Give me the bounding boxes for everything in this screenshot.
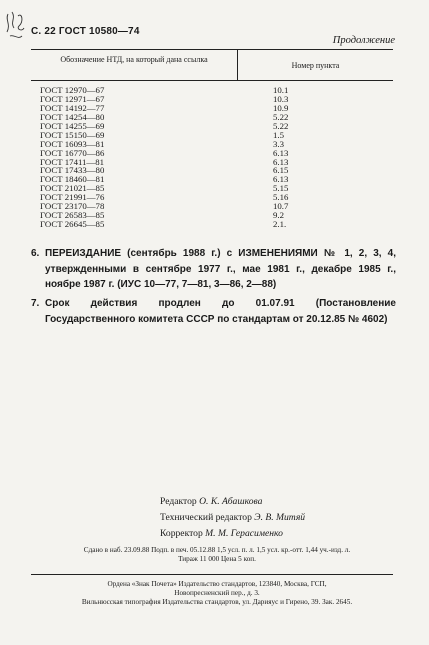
handwritten-annotation <box>2 6 32 46</box>
table-top-rule <box>31 49 393 50</box>
credit-role: Корректор <box>160 528 203 539</box>
credit-editor <box>160 494 305 510</box>
standard-cell: ГОСТ 15150—69 <box>40 129 105 140</box>
table-header-rule <box>31 80 393 81</box>
publisher-details <box>31 580 403 607</box>
credit-name: О. К. Абашкова <box>199 496 263 507</box>
standard-cell: ГОСТ 14192—77 <box>40 102 105 113</box>
column-header-clause: Номер пункта <box>291 61 340 70</box>
section-reissue <box>31 246 396 293</box>
print-line: Сдано в наб. 23.09.88 Подп. в печ. 05.12.88 1,5 усл. п. л. 1,5 усл. кр.-отт. 1,44 уч.-изд. л. <box>83 546 351 554</box>
credit-tech-editor <box>160 510 305 526</box>
clause-cell: 6.15 <box>273 165 289 176</box>
standard-cell: ГОСТ 21021—85 <box>40 183 105 194</box>
credit-proofreader <box>160 526 305 542</box>
section-number: 6. <box>31 248 40 259</box>
credit-role: Редактор <box>160 496 197 507</box>
print-details <box>31 546 403 564</box>
credit-name: Э. В. Митяй <box>254 512 306 523</box>
standard-cell: ГОСТ 26583—85 <box>40 210 105 221</box>
standard-cell: ГОСТ 21991—76 <box>40 192 105 203</box>
section-validity <box>31 296 396 327</box>
standard-cell: ГОСТ 23170—78 <box>40 201 105 212</box>
standard-cell: ГОСТ 26645—85 <box>40 219 105 230</box>
clause-cell: 6.13 <box>273 156 289 167</box>
clause-cell: 9.2 <box>273 210 284 221</box>
page-reference: С. 22 ГОСТ 10580—74 <box>31 26 140 37</box>
clause-cell: 5.22 <box>273 120 289 131</box>
column-header-standard: Обозначение НТД, на который дана ссылка <box>60 55 208 64</box>
credit-role: Технический редактор <box>160 512 252 523</box>
print-line: Тираж 11 000 Цена 5 коп. <box>178 555 256 563</box>
standard-cell: ГОСТ 16093—81 <box>40 138 105 149</box>
clause-cell: 10.1 <box>273 85 289 95</box>
continuation-label: Продолжение <box>332 35 395 46</box>
clause-cell: 6.13 <box>273 174 289 185</box>
clause-cell: 10.7 <box>273 201 289 212</box>
standard-cell: ГОСТ 18460—81 <box>40 174 105 185</box>
clause-cell: 1.5 <box>273 129 284 140</box>
clause-cell: 10.9 <box>273 102 289 113</box>
section-text: Срок действия продлен до 01.07.91 (Постановление Государственного комитета СССР по стандартам от 20.12.85 № 4602) <box>45 298 396 325</box>
standard-cell: ГОСТ 14254—80 <box>40 111 105 122</box>
credit-name: М. М. Герасименко <box>205 528 283 539</box>
printer-line: Вильнюсская типография Издательства стандартов, ул. Дарияус и Гирено, 39. Зак. 2645. <box>81 598 353 606</box>
standard-cell: ГОСТ 16770—86 <box>40 147 105 158</box>
section-number: 7. <box>31 298 40 309</box>
clause-cell: 5.15 <box>273 183 289 194</box>
imprint-divider <box>31 574 393 575</box>
standard-cell: ГОСТ 12971—67 <box>40 93 105 104</box>
publisher-line: Ордена «Знак Почета» Издательство стандартов, 123840, Москва, ГСП, <box>107 580 327 588</box>
standard-cell: ГОСТ 14255—69 <box>40 120 105 131</box>
clause-cell: 2.1. <box>273 219 287 230</box>
clause-cell: 10.3 <box>273 93 289 104</box>
clause-cell: 6.13 <box>273 147 289 158</box>
standard-cell: ГОСТ 17411—81 <box>40 156 105 167</box>
section-text: ПЕРЕИЗДАНИЕ (сентябрь 1988 г.) с ИЗМЕНЕНИЯМИ № 1, 2, 3, 4, утвержденными в сентябре 1977 г., мае 1981 г., декабре 1985 г., ноябре 1987 г. (ИУС 10—77, 7—81, 3—86, 2—88) <box>45 248 396 290</box>
standard-cell: ГОСТ 12970—67 <box>40 85 105 95</box>
clause-cell: 3.3 <box>273 138 284 149</box>
publisher-line: Новопресненский пер., д. 3. <box>174 589 260 597</box>
credits-block <box>160 494 305 542</box>
standard-cell: ГОСТ 17433—80 <box>40 165 105 176</box>
clause-cell: 5.22 <box>273 111 289 122</box>
reference-table <box>40 86 360 229</box>
table-row <box>40 220 360 229</box>
clause-cell: 5.16 <box>273 192 289 203</box>
